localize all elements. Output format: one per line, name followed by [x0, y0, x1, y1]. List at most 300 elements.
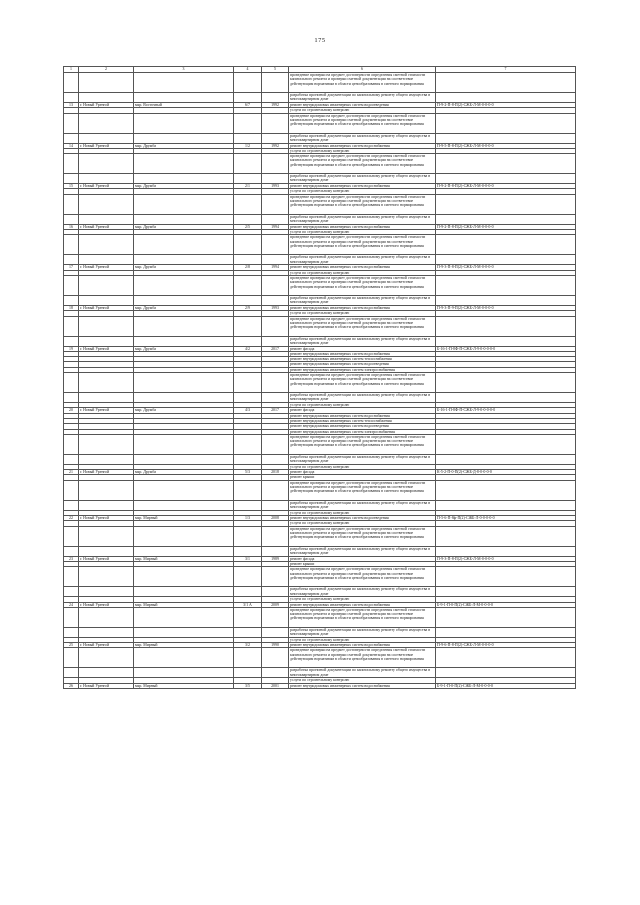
service-cell: проведение проверки на предмет достоверности определения сметной стоимости капитального ремонта и проверки сметной документации на соответствие действующим нормативам в области ценообразования в сметного нормирования: [289, 194, 436, 214]
house-number-cell: [64, 587, 79, 597]
table-body: [64, 67, 576, 689]
year-cell: 2008: [262, 516, 289, 521]
code-cell: [436, 546, 576, 556]
address-cell: мкр. Дружба: [134, 408, 234, 413]
table-row: [64, 235, 576, 255]
service-cell: разработка проектной документации по капитальному ремонту общего имущества в многоквартирном доме: [289, 627, 436, 637]
city-cell: [79, 373, 134, 393]
address-cell: [134, 393, 234, 403]
service-cell: услуги по строительному контролю: [289, 108, 436, 113]
year-cell: 2001: [262, 683, 289, 688]
city-cell: [79, 93, 134, 103]
house-number-cell: [64, 174, 79, 184]
address-cell: [134, 174, 234, 184]
repair-program-table: [63, 66, 576, 689]
house-number-cell: 22: [64, 516, 79, 521]
year-cell: [262, 587, 289, 597]
building-cell: 2/1: [234, 184, 262, 189]
city-cell: [79, 434, 134, 454]
address-cell: мкр. Дружба: [134, 265, 234, 270]
address-cell: мкр. Дружба: [134, 305, 234, 310]
year-cell: [262, 235, 289, 255]
address-cell: мкр. Мирный: [134, 602, 234, 607]
service-cell: ремонт внутридомовых инженерных систем водоотведения: [289, 424, 436, 429]
address-cell: [134, 255, 234, 265]
service-cell: проведение проверки на предмет достоверности определения сметной стоимости капитального ремонта и проверки сметной документации на соответствие действующим нормативам в области ценообразования в сметного нормирования: [289, 154, 436, 174]
house-number-cell: [64, 373, 79, 393]
house-number-cell: [64, 668, 79, 678]
address-cell: [134, 500, 234, 510]
year-cell: [262, 668, 289, 678]
city-cell: [79, 255, 134, 265]
table-row: [64, 607, 576, 627]
year-cell: [262, 295, 289, 305]
year-cell: [262, 627, 289, 637]
service-cell: ремонт внутридомовых инженерных систем водоотведения: [289, 103, 436, 108]
table-row: [64, 454, 576, 464]
house-number-cell: 16: [64, 224, 79, 229]
code-cell: [436, 454, 576, 464]
column-number: 3: [134, 67, 234, 73]
table-row: [64, 174, 576, 184]
year-cell: [262, 607, 289, 627]
table-row: [64, 683, 576, 688]
address-cell: мкр. Мирный: [134, 683, 234, 688]
table-row: [64, 73, 576, 93]
table-row: [64, 93, 576, 103]
service-cell: ремонт внутридомовых инженерных систем теплоснабжения: [289, 418, 436, 423]
service-cell: услуги по строительному контролю: [289, 510, 436, 515]
house-number-cell: [64, 393, 79, 403]
address-cell: мкр. Мирный: [134, 516, 234, 521]
service-cell: проведение проверки на предмет достоверности определения сметной стоимости капитального ремонта и проверки сметной документации на соответствие действующим нормативам в области ценообразования в сметного нормирования: [289, 526, 436, 546]
house-number-cell: 21: [64, 470, 79, 475]
house-number-cell: [64, 154, 79, 174]
service-cell: ремонт внутридомовых инженерных систем электроснабжения: [289, 367, 436, 372]
city-cell: г. Новый Уренгой: [79, 224, 134, 229]
building-cell: 2/8: [234, 265, 262, 270]
code-cell: Б-9-1-П-0-П(2)-СЖБ-Л-М-0-0-0-0: [436, 602, 576, 607]
code-cell: П-9-3-П-8-П(2)-СЖБ-Л-М-0-0-0-0: [436, 265, 576, 270]
building-cell: 3/1 А: [234, 602, 262, 607]
code-cell: [436, 607, 576, 627]
service-cell: ремонт внутридомовых инженерных систем водоотведения: [289, 516, 436, 521]
year-cell: 1993: [262, 184, 289, 189]
column-number: 6: [289, 67, 436, 73]
address-cell: [134, 316, 234, 336]
address-cell: [134, 113, 234, 133]
service-cell: ремонт внутридомовых инженерных систем водоснабжения: [289, 305, 436, 310]
city-cell: г. Новый Уренгой: [79, 143, 134, 148]
building-cell: [234, 587, 262, 597]
city-cell: [79, 73, 134, 93]
table-row: [64, 255, 576, 265]
address-cell: мкр. Дружба: [134, 143, 234, 148]
code-cell: П-9-2-П-8-П(2)-СЖБ-Л-М-0-0-0-0: [436, 224, 576, 229]
service-cell: услуги по строительному контролю: [289, 311, 436, 316]
building-cell: 5/3: [234, 470, 262, 475]
year-cell: [262, 336, 289, 346]
city-cell: [79, 480, 134, 500]
service-cell: проведение проверки на предмет достоверности определения сметной стоимости капитального ремонта и проверки сметной документации на соответствие действующим нормативам в области ценообразования в сметного нормирования: [289, 373, 436, 393]
building-cell: [234, 255, 262, 265]
table-row: [64, 500, 576, 510]
address-cell: [134, 373, 234, 393]
column-number: 7: [436, 67, 576, 73]
service-cell: проведение проверки на предмет достоверности определения сметной стоимости капитального ремонта и проверки сметной документации на соответствие действующим нормативам в области ценообразования в сметного нормирования: [289, 648, 436, 668]
code-cell: [436, 214, 576, 224]
year-cell: 1992: [262, 103, 289, 108]
house-number-cell: [64, 480, 79, 500]
service-cell: ремонт внутридомовых инженерных систем водоснабжения: [289, 643, 436, 648]
building-cell: 2/9: [234, 305, 262, 310]
address-cell: [134, 336, 234, 346]
address-cell: [134, 607, 234, 627]
table-row: [64, 627, 576, 637]
service-cell: разработка проектной документации по капитальному ремонту общего имущества в многоквартирном доме: [289, 295, 436, 305]
table-row: [64, 154, 576, 174]
service-cell: проведение проверки на предмет достоверности определения сметной стоимости капитального ремонта и проверки сметной документации на соответствие действующим нормативам в области ценообразования в сметного нормирования: [289, 73, 436, 93]
address-cell: [134, 567, 234, 587]
building-cell: 1/2: [234, 143, 262, 148]
year-cell: 1990: [262, 643, 289, 648]
house-number-cell: [64, 295, 79, 305]
city-cell: [79, 526, 134, 546]
city-cell: г. Новый Уренгой: [79, 346, 134, 351]
service-cell: ремонт внутридомовых инженерных систем водоснабжения: [289, 224, 436, 229]
service-cell: ремонт крыши: [289, 561, 436, 566]
code-cell: Б-16-1-П-8Ф-П-СЖБ-Л-9-0-0-0-0-0: [436, 346, 576, 351]
building-cell: [234, 373, 262, 393]
year-cell: 1989: [262, 556, 289, 561]
service-cell: разработка проектной документации по капитальному ремонту общего имущества в многоквартирном доме: [289, 500, 436, 510]
city-cell: [79, 454, 134, 464]
code-cell: П-9-2-П-8-П(2)-СЖБ-Л-М-0-0-0-0: [436, 184, 576, 189]
code-cell: К-5-2-П-0-П(2)-СЖБ-Д-8-0-0-0-0: [436, 470, 576, 475]
building-cell: [234, 133, 262, 143]
year-cell: [262, 194, 289, 214]
service-cell: проведение проверки на предмет достоверности определения сметной стоимости капитального ремонта и проверки сметной документации на соответствие действующим нормативам в области ценообразования в сметного нормирования: [289, 607, 436, 627]
service-cell: услуги по строительному контролю: [289, 189, 436, 194]
code-cell: П-9-6-П-8-П(2)-СЖБ-Л-М-0-0-0-0: [436, 643, 576, 648]
service-cell: услуги по строительному контролю: [289, 148, 436, 153]
address-cell: [134, 214, 234, 224]
building-cell: [234, 295, 262, 305]
column-number: 2: [79, 67, 134, 73]
city-cell: г. Новый Уренгой: [79, 602, 134, 607]
building-cell: [234, 500, 262, 510]
year-cell: [262, 73, 289, 93]
building-cell: [234, 627, 262, 637]
address-cell: [134, 648, 234, 668]
house-number-cell: 24: [64, 602, 79, 607]
city-cell: г. Новый Уренгой: [79, 683, 134, 688]
year-cell: 1994: [262, 224, 289, 229]
house-number-cell: [64, 567, 79, 587]
code-cell: [436, 526, 576, 546]
city-cell: [79, 113, 134, 133]
code-cell: П-9-3-П-8-П(2)-СЖБ-Л-М-0-0-0-0: [436, 556, 576, 561]
service-cell: проведение проверки на предмет достоверности определения сметной стоимости капитального ремонта и проверки сметной документации на соответствие действующим нормативам в области ценообразования в сметного нормирования: [289, 567, 436, 587]
building-cell: 1/3: [234, 516, 262, 521]
building-cell: [234, 480, 262, 500]
service-cell: услуги по строительному контролю: [289, 637, 436, 642]
table-row: [64, 194, 576, 214]
service-cell: проведение проверки на предмет достоверности определения сметной стоимости капитального ремонта и проверки сметной документации на соответствие действующим нормативам в области ценообразования в сметного нормирования: [289, 113, 436, 133]
building-cell: 3/2: [234, 643, 262, 648]
city-cell: г. Новый Уренгой: [79, 408, 134, 413]
house-number-cell: [64, 526, 79, 546]
service-cell: разработка проектной документации по капитальному ремонту общего имущества в многоквартирном доме: [289, 587, 436, 597]
address-cell: мкр. Дружба: [134, 470, 234, 475]
house-number-cell: [64, 214, 79, 224]
code-cell: П-9-2-П-8-П(2)-СЖБ-Л-М-0-0-0-0: [436, 103, 576, 108]
building-cell: [234, 393, 262, 403]
service-cell: проведение проверки на предмет достоверности определения сметной стоимости капитального ремонта и проверки сметной документации на соответствие действующим нормативам в области ценообразования в сметного нормирования: [289, 434, 436, 454]
code-cell: [436, 648, 576, 668]
building-cell: [234, 434, 262, 454]
building-cell: 6/7: [234, 103, 262, 108]
building-cell: [234, 235, 262, 255]
column-number: 4: [234, 67, 262, 73]
code-cell: [436, 316, 576, 336]
building-cell: [234, 93, 262, 103]
house-number-cell: [64, 316, 79, 336]
service-cell: услуги по строительному контролю: [289, 230, 436, 235]
service-cell: проведение проверки на предмет достоверности определения сметной стоимости капитального ремонта и проверки сметной документации на соответствие действующим нормативам в области ценообразования в сметного нормирования: [289, 235, 436, 255]
house-number-cell: [64, 113, 79, 133]
service-cell: разработка проектной документации по капитальному ремонту общего имущества в многоквартирном доме: [289, 133, 436, 143]
address-cell: [134, 133, 234, 143]
city-cell: [79, 546, 134, 556]
code-cell: [436, 567, 576, 587]
year-cell: [262, 454, 289, 464]
year-cell: [262, 275, 289, 295]
building-cell: [234, 154, 262, 174]
service-cell: ремонт фасада: [289, 408, 436, 413]
code-cell: [436, 235, 576, 255]
table-row: [64, 526, 576, 546]
house-number-cell: [64, 194, 79, 214]
service-cell: ремонт внутридомовых инженерных систем водоснабжения: [289, 351, 436, 356]
year-cell: [262, 316, 289, 336]
service-cell: ремонт внутридомовых инженерных систем теплоснабжения: [289, 357, 436, 362]
service-cell: проведение проверки на предмет достоверности определения сметной стоимости капитального ремонта и проверки сметной документации на соответствие действующим нормативам в области ценообразования в сметного нормирования: [289, 316, 436, 336]
city-cell: г. Новый Уренгой: [79, 556, 134, 561]
building-cell: 4/3: [234, 408, 262, 413]
city-cell: г. Новый Уренгой: [79, 470, 134, 475]
house-number-cell: [64, 73, 79, 93]
service-cell: услуги по строительному контролю: [289, 597, 436, 602]
year-cell: [262, 133, 289, 143]
house-number-cell: 23: [64, 556, 79, 561]
year-cell: [262, 648, 289, 668]
address-cell: [134, 154, 234, 174]
code-cell: [436, 133, 576, 143]
house-number-cell: [64, 607, 79, 627]
code-cell: [436, 500, 576, 510]
house-number-cell: [64, 434, 79, 454]
building-cell: [234, 214, 262, 224]
city-cell: [79, 295, 134, 305]
code-cell: [436, 275, 576, 295]
page-number: 175: [314, 37, 326, 44]
city-cell: [79, 668, 134, 678]
building-cell: 4/2: [234, 346, 262, 351]
year-cell: [262, 434, 289, 454]
year-cell: 2017: [262, 346, 289, 351]
code-cell: [436, 434, 576, 454]
city-cell: [79, 393, 134, 403]
table-row: [64, 113, 576, 133]
year-cell: [262, 113, 289, 133]
service-cell: ремонт внутридомовых инженерных систем водоснабжения: [289, 602, 436, 607]
column-number: 1: [64, 67, 79, 73]
building-cell: [234, 174, 262, 184]
year-cell: 1992: [262, 143, 289, 148]
house-number-cell: 14: [64, 143, 79, 148]
service-cell: ремонт фасада: [289, 556, 436, 561]
address-cell: [134, 668, 234, 678]
building-cell: [234, 113, 262, 133]
year-cell: [262, 373, 289, 393]
table-row: [64, 373, 576, 393]
code-cell: [436, 73, 576, 93]
service-cell: разработка проектной документации по капитальному ремонту общего имущества в многоквартирном доме: [289, 255, 436, 265]
code-cell: П-5-6-П-8ф-П(2)-СЖБ-Л-0-0-0-0-0: [436, 516, 576, 521]
code-cell: [436, 154, 576, 174]
city-cell: [79, 133, 134, 143]
code-cell: [436, 295, 576, 305]
service-cell: разработка проектной документации по капитальному ремонту общего имущества в многоквартирном доме: [289, 336, 436, 346]
table-row: [64, 567, 576, 587]
house-number-cell: [64, 546, 79, 556]
code-cell: [436, 93, 576, 103]
table-row: [64, 336, 576, 346]
year-cell: [262, 174, 289, 184]
city-cell: [79, 627, 134, 637]
city-cell: г. Новый Уренгой: [79, 265, 134, 270]
year-cell: [262, 154, 289, 174]
city-cell: г. Новый Уренгой: [79, 516, 134, 521]
house-number-cell: [64, 627, 79, 637]
house-number-cell: 15: [64, 184, 79, 189]
house-number-cell: 26: [64, 683, 79, 688]
code-cell: [436, 336, 576, 346]
table-row: [64, 316, 576, 336]
building-cell: [234, 275, 262, 295]
code-cell: [436, 113, 576, 133]
service-cell: услуги по строительному контролю: [289, 464, 436, 469]
code-cell: [436, 174, 576, 184]
house-number-cell: 19: [64, 346, 79, 351]
service-cell: проведение проверки на предмет достоверности определения сметной стоимости капитального ремонта и проверки сметной документации на соответствие действующим нормативам в области ценообразования в сметного нормирования: [289, 480, 436, 500]
service-cell: проведение проверки на предмет достоверности определения сметной стоимости капитального ремонта и проверки сметной документации на соответствие действующим нормативам в области ценообразования в сметного нормирования: [289, 275, 436, 295]
address-cell: [134, 454, 234, 464]
column-number: 5: [262, 67, 289, 73]
service-cell: ремонт внутридомовых инженерных систем водоснабжения: [289, 184, 436, 189]
building-cell: 2/5: [234, 224, 262, 229]
code-cell: П-9-3-П-9-П(2)-СЖБ-Л-М-0-0-0-0: [436, 305, 576, 310]
table-row: [64, 434, 576, 454]
building-cell: [234, 194, 262, 214]
city-cell: [79, 194, 134, 214]
year-cell: 1993: [262, 305, 289, 310]
service-cell: ремонт внутридомовых инженерных систем водоснабжения: [289, 413, 436, 418]
building-cell: [234, 648, 262, 668]
year-cell: 2009: [262, 602, 289, 607]
table-row: [64, 393, 576, 403]
city-cell: [79, 235, 134, 255]
service-cell: ремонт фасада: [289, 346, 436, 351]
year-cell: [262, 500, 289, 510]
service-cell: разработка проектной документации по капитальному ремонту общего имущества в многоквартирном доме: [289, 93, 436, 103]
house-number-cell: [64, 133, 79, 143]
city-cell: [79, 316, 134, 336]
service-cell: разработка проектной документации по капитальному ремонту общего имущества в многоквартирном доме: [289, 546, 436, 556]
service-cell: разработка проектной документации по капитальному ремонту общего имущества в многоквартирном доме: [289, 214, 436, 224]
building-cell: [234, 316, 262, 336]
house-number-cell: 13: [64, 103, 79, 108]
address-cell: [134, 480, 234, 500]
building-cell: [234, 454, 262, 464]
service-cell: разработка проектной документации по капитальному ремонту общего имущества в многоквартирном доме: [289, 668, 436, 678]
city-cell: [79, 154, 134, 174]
year-cell: [262, 214, 289, 224]
house-number-cell: 20: [64, 408, 79, 413]
year-cell: 2017: [262, 408, 289, 413]
service-cell: услуги по строительному контролю: [289, 403, 436, 408]
code-cell: [436, 373, 576, 393]
service-cell: ремонт внутридомовых инженерных систем водоснабжения: [289, 265, 436, 270]
service-cell: разработка проектной документации по капитальному ремонту общего имущества в многоквартирном доме: [289, 393, 436, 403]
table-row: [64, 668, 576, 678]
code-cell: П-9-5-П-8-П(2)-СЖБ-Л-М-0-0-0-0: [436, 143, 576, 148]
table-row: [64, 587, 576, 597]
table-row: [64, 648, 576, 668]
house-number-cell: [64, 93, 79, 103]
address-cell: [134, 587, 234, 597]
year-cell: [262, 255, 289, 265]
address-cell: [134, 546, 234, 556]
code-cell: [436, 255, 576, 265]
city-cell: г. Новый Уренгой: [79, 643, 134, 648]
year-cell: [262, 393, 289, 403]
building-cell: 3/1: [234, 556, 262, 561]
code-cell: [436, 587, 576, 597]
building-cell: [234, 567, 262, 587]
code-cell: [436, 194, 576, 214]
city-cell: [79, 336, 134, 346]
address-cell: [134, 627, 234, 637]
house-number-cell: [64, 648, 79, 668]
building-cell: [234, 607, 262, 627]
code-cell: Б-9-1-П-0-П(2)-СЖБ-Л-М-0-0-0-0: [436, 683, 576, 688]
city-cell: [79, 587, 134, 597]
address-cell: [134, 295, 234, 305]
table-row: [64, 133, 576, 143]
building-cell: [234, 526, 262, 546]
service-cell: ремонт внутридомовых инженерных систем водоснабжения: [289, 143, 436, 148]
address-cell: мкр. Дружба: [134, 224, 234, 229]
address-cell: [134, 73, 234, 93]
building-cell: [234, 668, 262, 678]
city-cell: [79, 174, 134, 184]
address-cell: [134, 275, 234, 295]
service-cell: разработка проектной документации по капитальному ремонту общего имущества в многоквартирном доме: [289, 174, 436, 184]
code-cell: [436, 627, 576, 637]
house-number-cell: 18: [64, 305, 79, 310]
